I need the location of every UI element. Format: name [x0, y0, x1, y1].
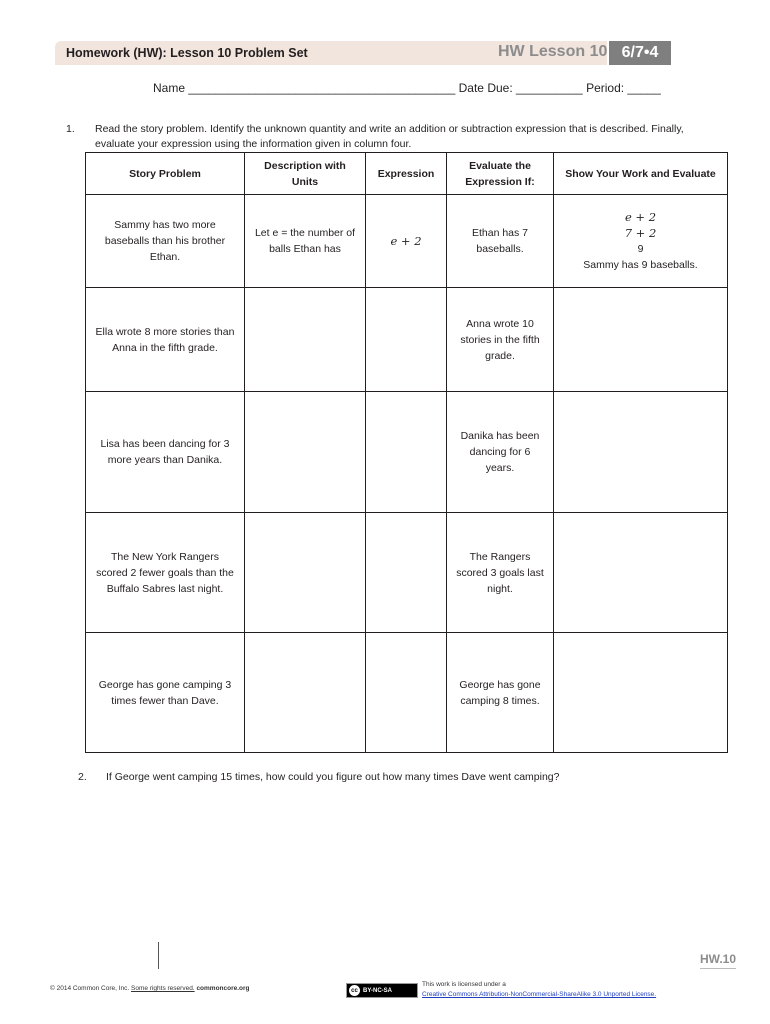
rights-link[interactable]: Some rights reserved.: [131, 985, 195, 992]
grade-module-badge: 6/7•4: [609, 41, 671, 65]
page-code-underline: [700, 968, 736, 969]
table-row: [86, 195, 728, 288]
story-cell: The New York Rangers scored 2 fewer goals than the Buffalo Sabres last night.: [86, 513, 245, 633]
expression-cell[interactable]: [366, 633, 447, 753]
page-code: HW.10: [700, 952, 737, 966]
question-2-text: If George went camping 15 times, how could you figure out how many times Dave went camping?: [106, 771, 560, 783]
table-row: [86, 633, 728, 753]
work-cell: [554, 195, 728, 288]
page-title: Homework (HW): Lesson 10 Problem Set: [66, 46, 308, 60]
story-cell: Sammy has two more baseballs than his brother Ethan.: [86, 195, 245, 288]
work-cell[interactable]: [554, 513, 728, 633]
description-cell[interactable]: [245, 513, 366, 633]
column-header: Description with Units: [245, 153, 366, 195]
description-cell[interactable]: [245, 633, 366, 753]
copyright-line: [50, 985, 250, 992]
column-header: Evaluate the Expression If:: [447, 153, 554, 195]
story-cell: Lisa has been dancing for 3 more years than Danika.: [86, 392, 245, 513]
work-line: e + 2: [624, 210, 657, 224]
cc-license-badge[interactable]: [346, 983, 418, 998]
story-cell: George has gone camping 3 times fewer than Dave.: [86, 633, 245, 753]
evaluate-cell: Danika has been dancing for 6 years.: [447, 392, 554, 513]
copyright-text: © 2014 Common Core, Inc.: [50, 985, 130, 992]
cc-icon: cc: [349, 985, 360, 996]
description-cell[interactable]: [245, 392, 366, 513]
column-header: Story Problem: [86, 153, 245, 195]
expression-cell[interactable]: [366, 288, 447, 392]
license-block: [422, 980, 656, 1000]
expression-text: e + 2: [390, 233, 422, 248]
problem-table: [85, 152, 728, 753]
question-1-number: 1.: [66, 123, 75, 135]
question-2-number: 2.: [78, 771, 87, 783]
student-info-line: Name ________________________________________ Date Due: __________ Period: _____: [153, 81, 661, 95]
site-name: commoncore.org: [196, 985, 250, 992]
work-cell[interactable]: [554, 392, 728, 513]
description-cell: Let e = the number of balls Ethan has: [245, 195, 366, 288]
evaluate-cell: The Rangers scored 3 goals last night.: [447, 513, 554, 633]
question-1-text: Read the story problem. Identify the unknown quantity and write an addition or subtraction expression that is described. Finally, evaluate your expression using the information given in column four.: [95, 123, 684, 150]
evaluate-cell: Ethan has 7 baseballs.: [447, 195, 554, 288]
evaluate-cell: Anna wrote 10 stories in the fifth grade.: [447, 288, 554, 392]
table-row: [86, 513, 728, 633]
evaluate-cell: George has gone camping 8 times.: [447, 633, 554, 753]
table-row: [86, 288, 728, 392]
work-cell[interactable]: [554, 633, 728, 753]
column-header: Expression: [366, 153, 447, 195]
expression-cell[interactable]: [366, 392, 447, 513]
table-row: [86, 392, 728, 513]
column-header: Show Your Work and Evaluate: [554, 153, 728, 195]
work-line: Sammy has 9 baseballs.: [583, 259, 698, 271]
cc-badge-label: BY-NC-SA: [363, 987, 393, 994]
story-cell: Ella wrote 8 more stories than Anna in the fifth grade.: [86, 288, 245, 392]
license-intro: This work is licensed under a: [422, 981, 506, 988]
work-line: 7 + 2: [624, 226, 657, 240]
footer-divider: [158, 942, 159, 969]
work-cell[interactable]: [554, 288, 728, 392]
lesson-label: HW Lesson 10: [498, 43, 608, 60]
work-line: 9: [637, 243, 644, 255]
expression-cell[interactable]: [366, 513, 447, 633]
description-cell[interactable]: [245, 288, 366, 392]
expression-cell: [366, 195, 447, 288]
license-link[interactable]: Creative Commons Attribution-NonCommercial-ShareAlike 3.0 Unported License.: [422, 991, 657, 998]
table-header-row: [86, 153, 728, 195]
